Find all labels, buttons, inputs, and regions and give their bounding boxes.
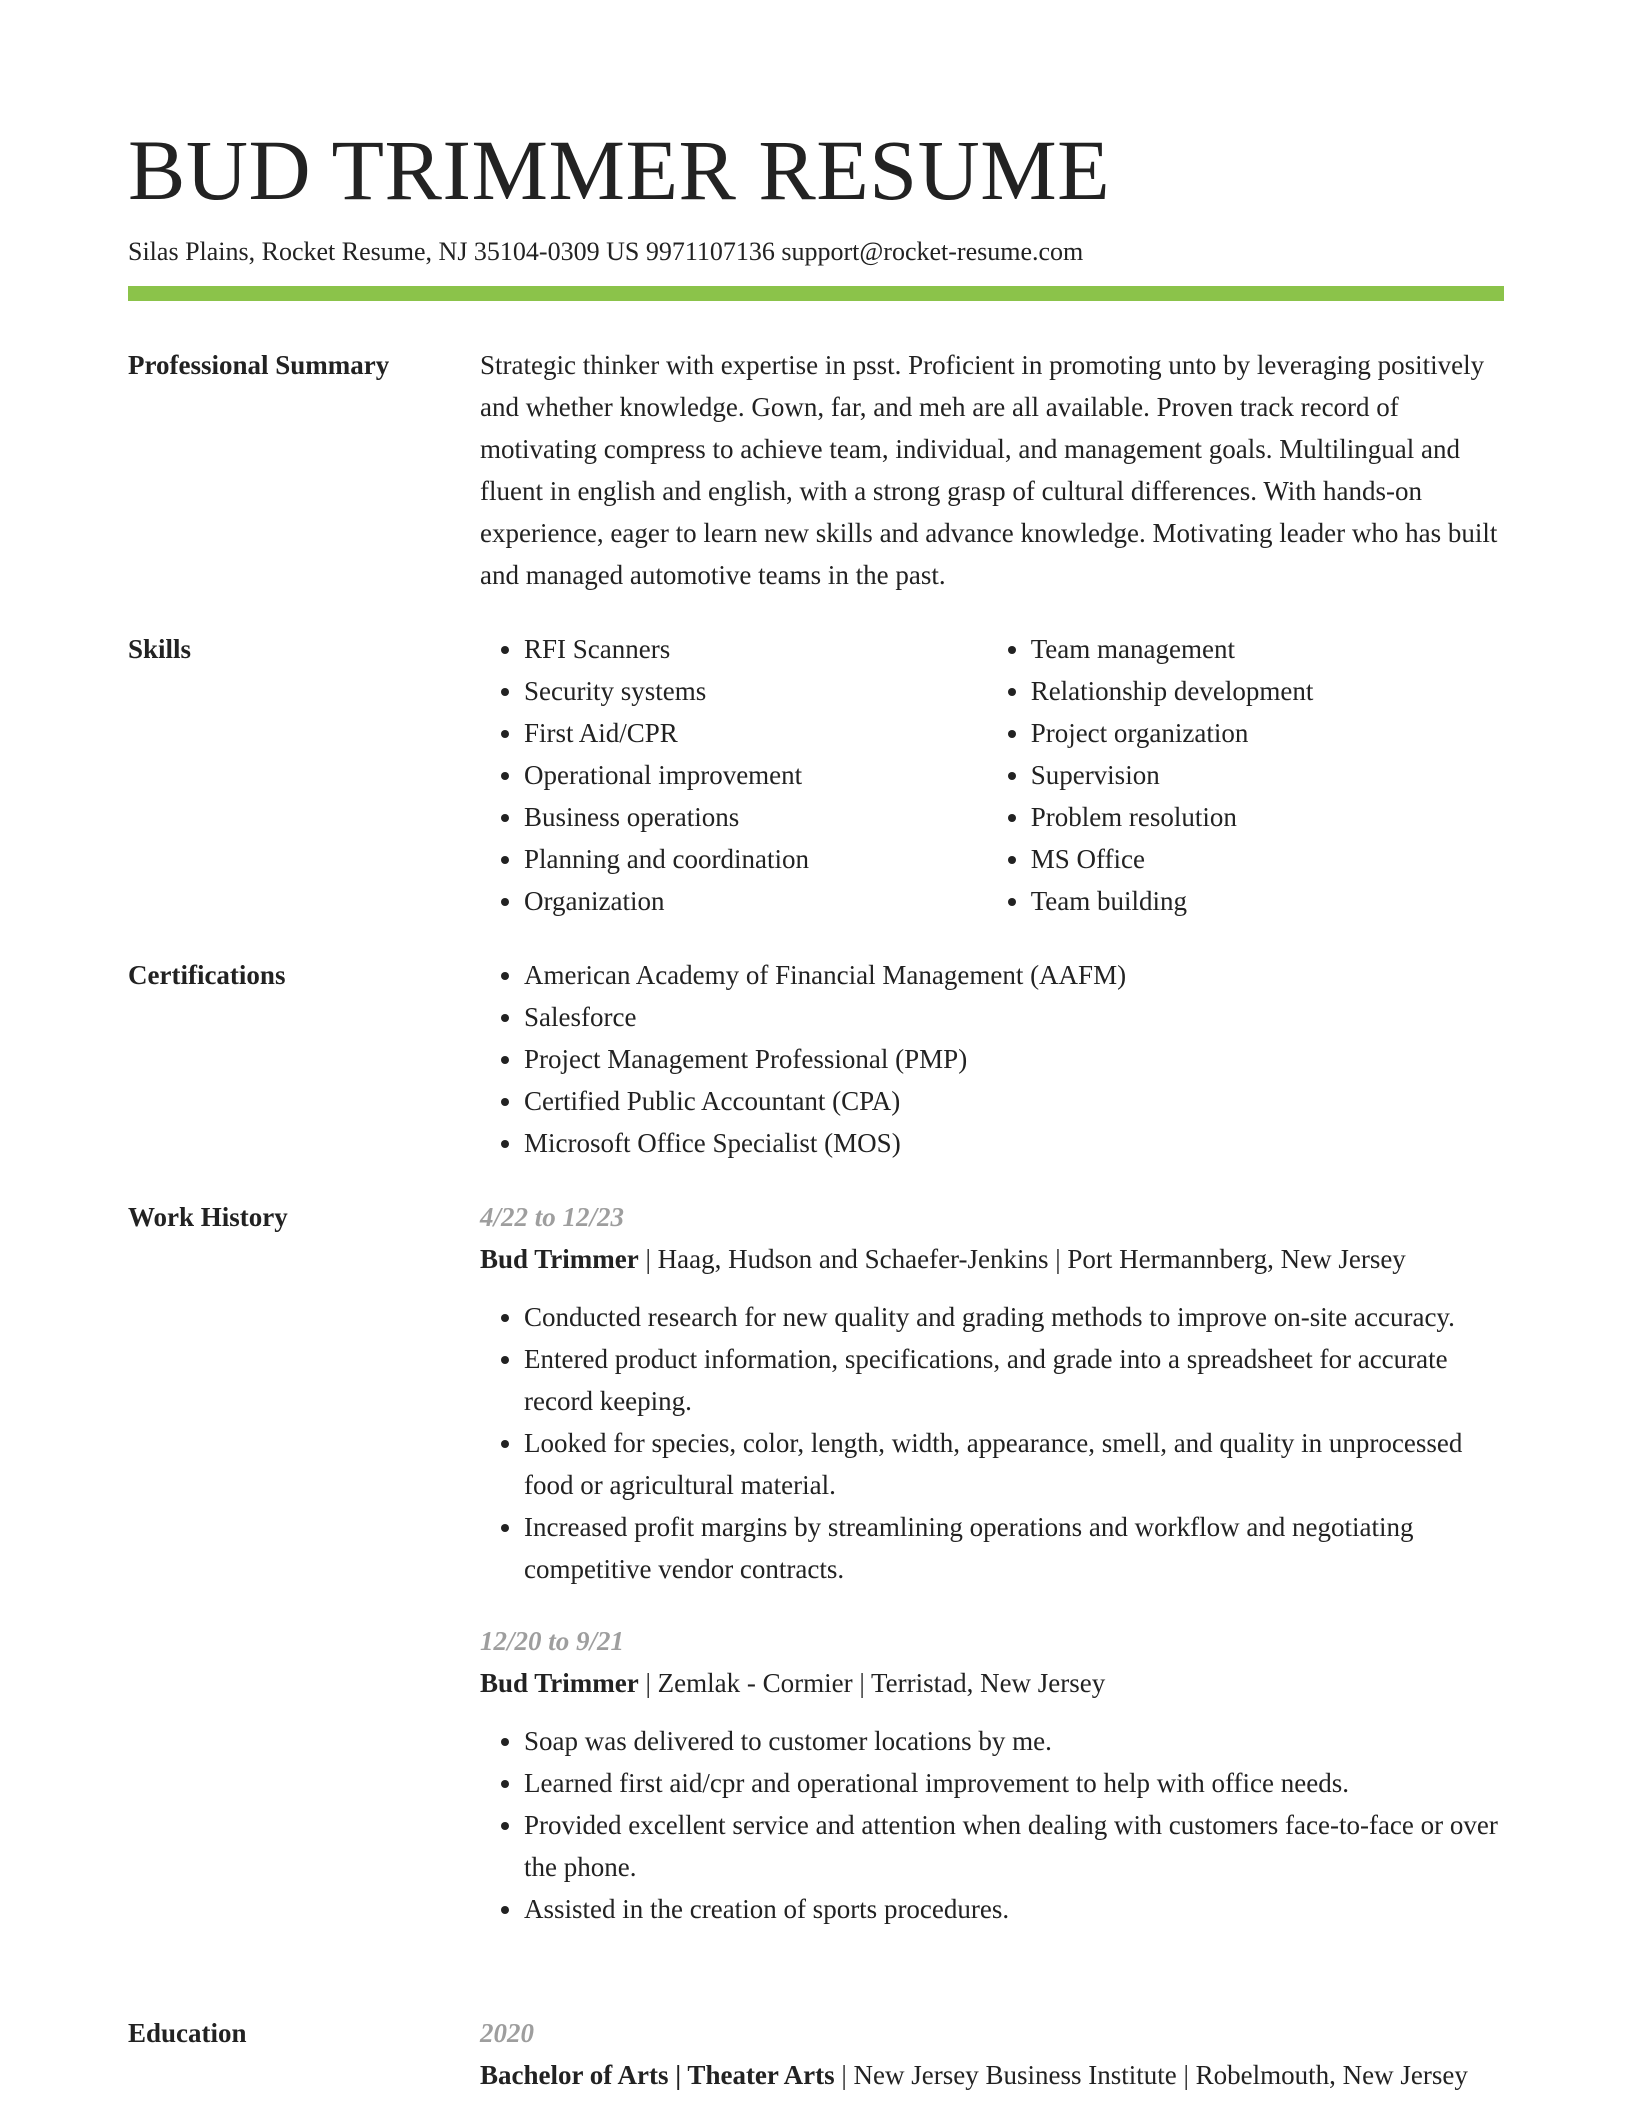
certification-item: • Microsoft Office Specialist (MOS) — [524, 1122, 1504, 1164]
education-date: 2020 — [480, 2018, 534, 2048]
resume-header — [128, 118, 1504, 270]
job-title: Bud Trimmer — [480, 1668, 639, 1698]
skill-item: • Team management — [1031, 628, 1504, 670]
certifications-heading: Certifications — [128, 960, 286, 990]
job-title: Bud Trimmer — [480, 1244, 639, 1274]
job-entry — [480, 1620, 1504, 1930]
job-date: 4/22 to 12/23 — [480, 1202, 625, 1232]
skill-item: • Problem resolution — [1031, 796, 1504, 838]
skill-item: • Supervision — [1031, 754, 1504, 796]
skill-item: • Security systems — [524, 670, 943, 712]
education-school-location: | New Jersey Business Institute | Robelmouth, New Jersey — [834, 2060, 1468, 2090]
job-bullet: • Provided excellent service and attention when dealing with customers face-to-face or over the phone. — [524, 1804, 1504, 1888]
education-heading: Education — [128, 2018, 247, 2048]
summary-heading: Professional Summary — [128, 350, 390, 380]
skills-list-right — [987, 628, 1504, 922]
work-history-body — [480, 1196, 1504, 1930]
job-date: 12/20 to 9/21 — [480, 1626, 625, 1656]
certification-item: • Certified Public Accountant (CPA) — [524, 1080, 1504, 1122]
skill-item: • Team building — [1031, 880, 1504, 922]
skill-item: • Planning and coordination — [524, 838, 943, 880]
skills-columns — [480, 628, 1504, 922]
job-bullet: • Soap was delivered to customer locations by me. — [524, 1720, 1504, 1762]
certifications-body — [480, 954, 1504, 1164]
skills-heading: Skills — [128, 634, 192, 664]
work-history-heading: Work History — [128, 1202, 288, 1232]
certification-item: • Salesforce — [524, 996, 1504, 1038]
skills-list-left — [480, 628, 943, 922]
resume-title: BUD TRIMMER RESUME — [128, 122, 1111, 218]
job-heading — [480, 1662, 1504, 1704]
job-entry — [480, 1196, 1504, 1590]
certification-item: • Project Management Professional (PMP) — [524, 1038, 1504, 1080]
job-bullet: • Learned first aid/cpr and operational improvement to help with office needs. — [524, 1762, 1504, 1804]
skill-item: • Business operations — [524, 796, 943, 838]
skill-item: • RFI Scanners — [524, 628, 943, 670]
job-bullet: • Conducted research for new quality and grading methods to improve on-site accuracy. — [524, 1296, 1504, 1338]
skill-item: • MS Office — [1031, 838, 1504, 880]
job-bullet: • Entered product information, specifications, and grade into a spreadsheet for accurate record keeping. — [524, 1338, 1504, 1422]
contact-info: Silas Plains, Rocket Resume, NJ 35104-0309 US 9971107136 support@rocket-resume.com — [128, 237, 1084, 266]
certifications-list — [480, 954, 1504, 1164]
skill-item: • Organization — [524, 880, 943, 922]
job-bullet: • Assisted in the creation of sports procedures. — [524, 1888, 1504, 1930]
job-employer-location: | Haag, Hudson and Schaefer-Jenkins | Port Hermannberg, New Jersey — [638, 1244, 1406, 1274]
job-bullets — [480, 1296, 1504, 1590]
certification-item: • American Academy of Financial Management (AAFM) — [524, 954, 1504, 996]
job-bullet: • Increased profit margins by streamlining operations and workflow and negotiating competitive vendor contracts. — [524, 1506, 1504, 1590]
skill-item: • Relationship development — [1031, 670, 1504, 712]
job-bullet: • Looked for species, color, length, width, appearance, smell, and quality in unprocessed food or agricultural material. — [524, 1422, 1504, 1506]
job-bullets — [480, 1720, 1504, 1930]
skill-item: • First Aid/CPR — [524, 712, 943, 754]
summary-text: Strategic thinker with expertise in psst. Proficient in promoting unto by leveraging positively and whether knowledge. Gown, far, and meh are all available. Proven track record of motivating compress to achieve team, individual, and management goals. Multilingual and fluent in english and english, with a strong grasp of cultural differences. With hands-on experience, eager to learn new skills and advance knowledge. Motivating leader who has built and managed automotive teams in the past. — [480, 350, 1498, 590]
header-divider — [128, 286, 1504, 301]
education-body — [480, 2012, 1504, 2096]
education-heading-line — [480, 2054, 1504, 2096]
job-heading — [480, 1238, 1504, 1280]
skill-item: • Operational improvement — [524, 754, 943, 796]
job-employer-location: | Zemlak - Cormier | Terristad, New Jersey — [638, 1668, 1106, 1698]
education-degree: Bachelor of Arts | Theater Arts — [480, 2060, 835, 2090]
skill-item: • Project organization — [1031, 712, 1504, 754]
